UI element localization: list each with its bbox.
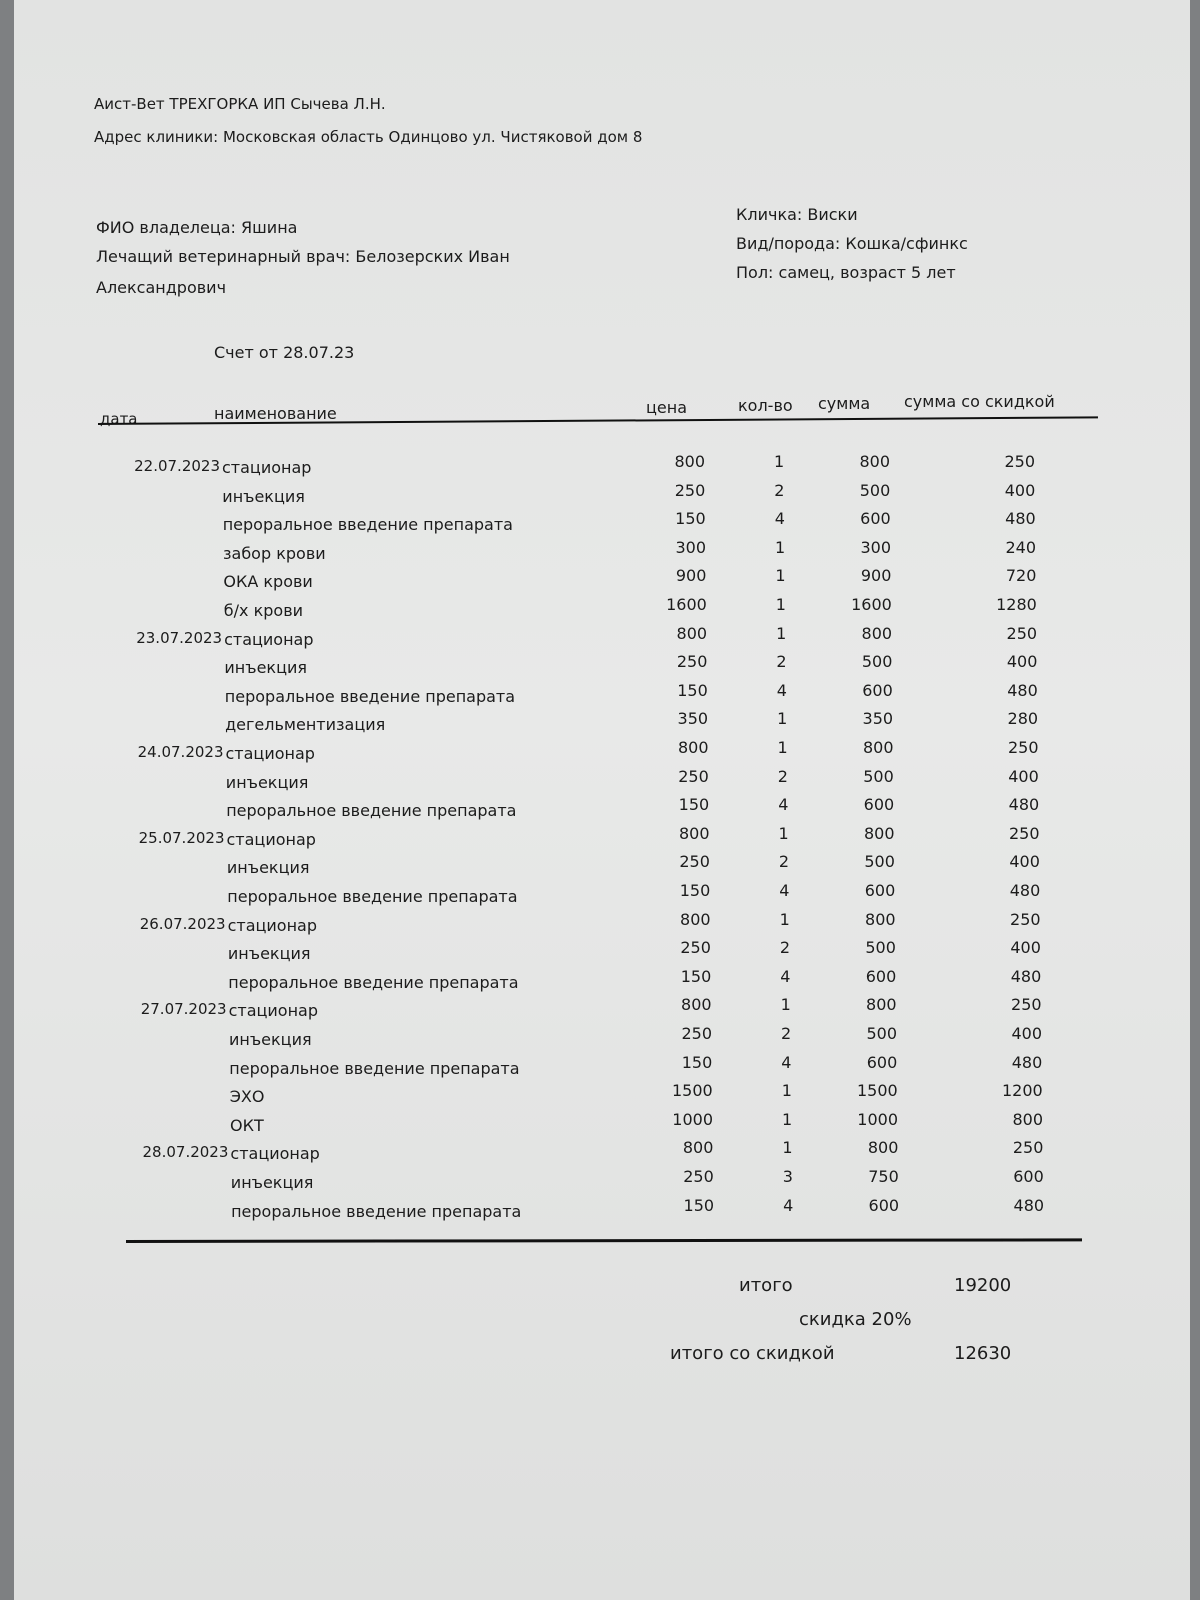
row-price: 300 [675, 537, 706, 557]
row-qty: 1 [777, 709, 788, 729]
row-sum: 800 [867, 1138, 899, 1158]
row-sum: 800 [861, 623, 893, 643]
row-sum: 600 [864, 881, 896, 900]
table-row [15, 509, 1191, 537]
row-price: 250 [683, 1167, 714, 1186]
row-name: ЭХО [229, 1087, 265, 1107]
table-row [18, 767, 1194, 795]
row-sum: 800 [859, 452, 890, 471]
pet-sex-age: Пол: самец, возраст 5 лет [736, 263, 956, 282]
row-sum: 1600 [851, 595, 892, 614]
row-price: 800 [682, 1138, 714, 1158]
discounted-total-value: 12630 [954, 1343, 1012, 1364]
row-name: инъекция [222, 486, 305, 506]
row-qty: 4 [779, 881, 790, 900]
row-sum: 300 [860, 537, 891, 557]
col-header-name: наименование [214, 404, 337, 423]
row-qty: 4 [781, 1052, 792, 1072]
row-price: 150 [680, 966, 712, 986]
table-row [16, 624, 1192, 652]
row-discounted: 250 [1008, 823, 1040, 843]
row-sum: 800 [866, 995, 897, 1015]
table-row [16, 652, 1192, 680]
row-sum: 600 [862, 680, 893, 700]
row-discounted: 480 [1009, 881, 1041, 900]
row-qty: 1 [776, 623, 787, 643]
row-qty: 4 [778, 795, 789, 815]
row-price: 800 [681, 995, 712, 1015]
row-discounted: 480 [1010, 966, 1042, 986]
table-bottom-rule [126, 1238, 1082, 1243]
row-date: 26.07.2023 [139, 914, 226, 933]
row-date: 23.07.2023 [136, 628, 223, 647]
table-row [19, 852, 1195, 880]
table-row [20, 910, 1196, 938]
row-name: б/х крови [223, 601, 304, 620]
row-sum: 750 [868, 1167, 899, 1186]
row-name: инъекция [224, 658, 307, 678]
row-discounted: 400 [1009, 852, 1040, 872]
row-price: 250 [679, 852, 710, 872]
row-name: стационар [230, 1144, 320, 1164]
row-price: 150 [683, 1195, 715, 1215]
row-discounted: 600 [1013, 1167, 1044, 1186]
row-sum: 350 [862, 709, 894, 729]
table-row [20, 938, 1196, 966]
row-price: 900 [675, 566, 707, 586]
row-name: ОКТ [230, 1115, 264, 1135]
row-sum: 500 [866, 1024, 897, 1043]
table-row [18, 738, 1194, 766]
row-price: 150 [681, 1052, 713, 1072]
row-date: 28.07.2023 [142, 1143, 229, 1162]
row-name: стационар [227, 915, 318, 935]
clinic-name: Аист-Вет ТРЕХГОРКА ИП Сычева Л.Н. [94, 95, 386, 113]
row-discounted: 480 [1008, 795, 1040, 815]
row-name: дегельментизация [225, 715, 386, 735]
row-name: пероральное введение препарата [222, 515, 513, 535]
table-row [18, 795, 1194, 823]
row-name: пероральное введение препарата [227, 887, 518, 906]
row-name: пероральное введение препарата [231, 1201, 522, 1221]
col-header-price: цена [646, 398, 687, 417]
row-price: 1600 [666, 595, 707, 614]
row-qty: 4 [774, 509, 785, 529]
row-qty: 3 [782, 1167, 793, 1186]
row-name: пероральное введение препарата [228, 972, 519, 992]
col-header-qty: кол-во [738, 396, 793, 415]
row-price: 150 [679, 881, 711, 900]
row-name: пероральное введение препарата [224, 686, 516, 706]
table-row [15, 538, 1191, 566]
row-sum: 1000 [857, 1109, 898, 1129]
row-qty: 1 [775, 537, 786, 557]
row-name: ОКА крови [223, 572, 313, 592]
row-sum: 500 [861, 652, 893, 672]
row-qty: 4 [783, 1195, 794, 1215]
row-sum: 1500 [856, 1081, 898, 1101]
row-name: инъекция [226, 858, 310, 878]
row-name: инъекция [229, 1030, 312, 1049]
row-qty: 2 [774, 480, 785, 500]
row-discounted: 480 [1005, 509, 1036, 529]
row-date: 24.07.2023 [137, 743, 224, 761]
row-discounted: 250 [1011, 995, 1042, 1015]
table-row [15, 566, 1191, 594]
row-price: 800 [676, 623, 708, 643]
discounted-total-label: итого со скидкой [670, 1343, 835, 1364]
row-qty: 2 [779, 938, 791, 958]
row-sum: 800 [865, 909, 896, 929]
discount-label: скидка 20% [799, 1309, 912, 1330]
row-date: 27.07.2023 [140, 1000, 227, 1019]
total-value: 19200 [954, 1275, 1012, 1296]
row-price: 250 [676, 652, 708, 672]
total-label: итого [739, 1275, 793, 1296]
row-qty: 1 [779, 909, 790, 929]
doctor-name-line2: Александрович [96, 278, 227, 297]
row-name: стационар [226, 829, 316, 849]
row-name: стационар [224, 629, 314, 649]
row-discounted: 400 [1004, 480, 1036, 500]
row-discounted: 280 [1007, 709, 1039, 729]
row-name: инъекция [230, 1173, 314, 1192]
row-discounted: 800 [1012, 1109, 1043, 1129]
table-row [17, 681, 1193, 709]
table-row [21, 1024, 1197, 1052]
invoice-sheet [14, 0, 1190, 1600]
row-discounted: 250 [1004, 452, 1035, 471]
doctor-name-line1: Лечащий ветеринарный врач: Белозерских Иван [96, 247, 510, 266]
row-discounted: 400 [1008, 766, 1039, 786]
row-price: 150 [677, 680, 708, 700]
row-name: пероральное введение препарата [229, 1058, 520, 1078]
table-row [22, 1110, 1198, 1138]
row-sum: 500 [863, 766, 894, 786]
row-sum: 600 [863, 795, 895, 815]
row-discounted: 480 [1007, 680, 1038, 700]
owner-name: ФИО владелеца: Яшина [96, 218, 298, 237]
row-discounted: 1280 [996, 595, 1037, 614]
row-discounted: 720 [1005, 566, 1037, 586]
table-row [19, 881, 1195, 909]
row-sum: 800 [862, 738, 894, 757]
row-qty: 2 [777, 766, 788, 786]
row-price: 250 [681, 1024, 712, 1043]
row-price: 250 [678, 766, 709, 786]
clinic-address: Адрес клиники: Московская область Одинцово ул. Чистяковой дом 8 [94, 128, 643, 146]
row-discounted: 400 [1011, 1024, 1042, 1043]
table-row [23, 1167, 1199, 1195]
row-discounted: 480 [1013, 1195, 1045, 1215]
row-qty: 1 [777, 738, 788, 757]
invoice-title: Счет от 28.07.23 [214, 343, 355, 362]
row-price: 1500 [671, 1081, 713, 1101]
table-row [20, 967, 1196, 995]
table-row [23, 1196, 1199, 1224]
pet-name: Кличка: Виски [736, 205, 858, 224]
pet-breed: Вид/порода: Кошка/сфинкс [736, 234, 968, 253]
table-row [14, 452, 1190, 480]
col-header-sum: сумма [818, 394, 871, 413]
row-qty: 2 [776, 652, 787, 672]
row-price: 250 [680, 938, 711, 958]
row-discounted: 250 [1007, 738, 1039, 757]
row-qty: 4 [776, 680, 787, 700]
row-date: 22.07.2023 [134, 457, 220, 475]
row-price: 800 [680, 909, 711, 929]
row-date: 25.07.2023 [138, 828, 225, 847]
row-qty: 1 [775, 566, 786, 586]
row-name: инъекция [227, 944, 311, 964]
row-discounted: 250 [1012, 1138, 1044, 1158]
row-qty: 1 [781, 1081, 792, 1101]
table-row [19, 824, 1195, 852]
row-price: 800 [678, 823, 710, 843]
row-discounted: 480 [1011, 1052, 1043, 1072]
row-qty: 1 [782, 1109, 793, 1129]
row-price: 1000 [672, 1109, 713, 1129]
row-discounted: 240 [1005, 537, 1036, 557]
row-discounted: 1200 [1001, 1081, 1043, 1101]
row-name: стационар [222, 458, 312, 477]
row-sum: 800 [863, 823, 895, 843]
table-row [14, 481, 1190, 509]
row-price: 800 [674, 452, 705, 471]
row-discounted: 400 [1010, 938, 1041, 958]
row-qty: 1 [780, 995, 791, 1015]
row-sum: 600 [860, 509, 891, 529]
row-name: стационар [228, 1001, 319, 1021]
row-sum: 600 [866, 1052, 898, 1072]
row-qty: 1 [775, 595, 786, 614]
row-discounted: 250 [1010, 909, 1041, 929]
row-qty: 1 [778, 823, 789, 843]
row-price: 150 [675, 509, 706, 529]
table-row [16, 595, 1192, 623]
table-row [22, 1081, 1198, 1109]
row-qty: 1 [782, 1138, 793, 1158]
row-name: стационар [225, 744, 315, 763]
table-row [22, 1138, 1198, 1166]
row-sum: 900 [860, 566, 892, 586]
col-header-date: дата [100, 410, 138, 428]
row-discounted: 400 [1006, 652, 1038, 672]
table-row [17, 709, 1193, 737]
row-qty: 4 [780, 966, 791, 986]
row-qty: 1 [774, 452, 785, 471]
col-header-discounted: сумма со скидкой [904, 392, 1055, 411]
row-price: 350 [677, 709, 709, 729]
row-price: 250 [674, 480, 706, 500]
row-sum: 600 [865, 966, 897, 986]
row-price: 150 [678, 795, 710, 815]
row-discounted: 250 [1006, 623, 1038, 643]
row-sum: 600 [868, 1195, 900, 1215]
row-price: 800 [677, 738, 709, 757]
row-name: инъекция [225, 772, 309, 792]
table-row [21, 1053, 1197, 1081]
table-row [21, 995, 1197, 1023]
row-sum: 500 [865, 938, 896, 958]
row-name: забор крови [223, 543, 326, 563]
row-name: пероральное введение препарата [226, 801, 517, 821]
row-sum: 500 [859, 480, 891, 500]
row-qty: 2 [781, 1024, 792, 1043]
row-sum: 500 [864, 852, 895, 872]
row-qty: 2 [778, 852, 790, 872]
